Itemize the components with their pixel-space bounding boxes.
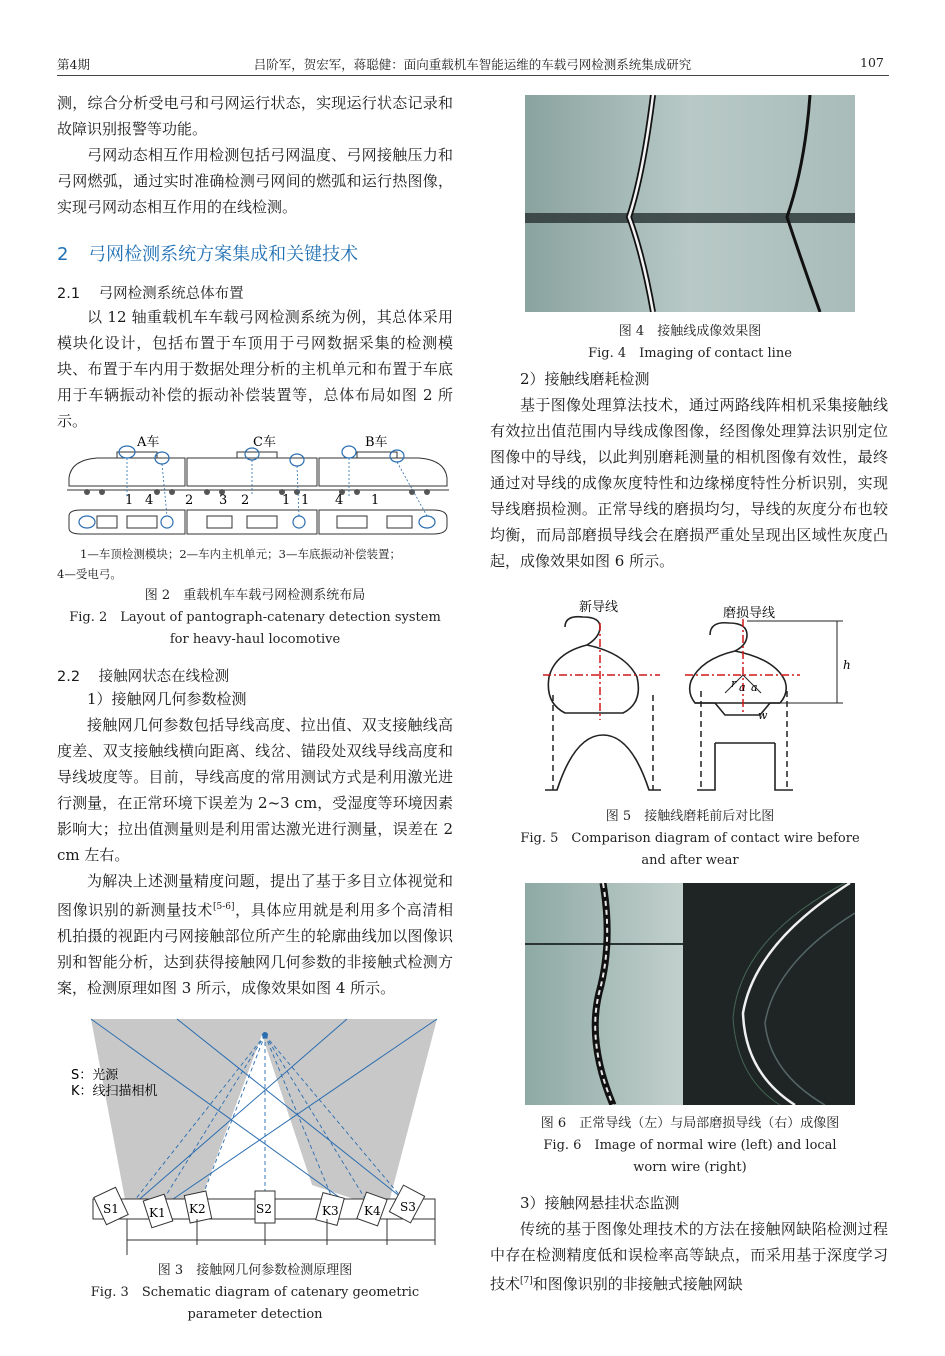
issue-number: 第4期	[57, 57, 90, 72]
caption-cn: 图 3 接触网几何参数检测原理图	[157, 1263, 353, 1278]
label-s1: S1	[103, 1202, 119, 1216]
figure-4-caption	[490, 321, 890, 365]
caption-cn: 图 6 正常导线（左）与局部磨损导线（右）成像图	[540, 1116, 840, 1131]
label-k2: K2	[189, 1202, 206, 1216]
caption-en: Fig. 6 Image of normal wire (left) and local	[543, 1138, 837, 1153]
label-alpha-left: a	[739, 681, 746, 694]
label-h: h	[843, 658, 851, 672]
text-span: 为解决上述测量精度问题，提出了基于多目立体视觉和图像识别的新测量技术	[57, 872, 453, 919]
paragraph	[490, 1216, 888, 1297]
svg-text:1: 1	[371, 493, 380, 508]
figure-5-wear-comparison	[525, 595, 860, 800]
subsection-heading-2-1	[57, 282, 244, 303]
item-heading: 3）接触网悬挂状态监测	[520, 1194, 680, 1212]
paragraph	[57, 868, 453, 1001]
label-k3: K3	[322, 1204, 339, 1218]
car-b-label: B车	[365, 435, 388, 450]
caption-en: and after wear	[641, 853, 739, 868]
label-k1: K1	[149, 1206, 166, 1220]
callout-4: 4	[145, 493, 154, 508]
car-a-label: A车	[137, 435, 160, 450]
label-w: w	[758, 709, 768, 722]
figure-6-wire-images	[525, 883, 855, 1105]
figure-2-caption	[57, 585, 453, 651]
label-alpha-right: a	[751, 681, 758, 694]
section-title: 弓网检测系统方案集成和关键技术	[88, 244, 359, 265]
right-column-para6	[490, 366, 888, 574]
caption-en: Fig. 5 Comparison diagram of contact wire before	[520, 831, 860, 846]
left-column-para4	[57, 686, 453, 1001]
caption-en: worn wire (right)	[633, 1160, 747, 1175]
subsection-number: 2.2	[57, 669, 81, 685]
legend-line-camera: K：线扫描相机	[71, 1084, 158, 1099]
citation: [7]	[520, 1276, 533, 1286]
figure-6-caption	[490, 1113, 890, 1179]
car-c-label: C车	[253, 435, 276, 450]
text-span: 和图像识别的非接触式接触网缺	[532, 1275, 743, 1293]
caption-en: Fig. 4 Imaging of contact line	[588, 346, 792, 361]
paragraph: 接触网几何参数包括导线高度、拉出值、双支接触线高度差、双支接触线横向距离、线岔、锚段处双线导线高度和导线坡度等。目前，导线高度的常用测试方式是利用激光进行测量，在正常环境下误差为 2~3 cm，受湿度等环境因素影响大；拉出值测量则是利用雷达激光进行测量，误差在 2 cm 左右。	[57, 716, 453, 864]
text-span: 传统的基于图像处理技术的方法在接触网缺陷检测过程中存在检测精度低和误检率高等缺点，而采用基于深度学习技术	[490, 1220, 888, 1293]
item-heading: 2）接触线磨耗检测	[520, 370, 650, 388]
label-k4: K4	[364, 1204, 381, 1218]
caption-cn: 图 4 接触线成像效果图	[618, 324, 762, 339]
paragraph: 弓网动态相互作用检测包括弓网温度、弓网接触压力和弓网燃弧，通过实时准确检测弓网间的燃弧和运行热图像，实现弓网动态相互作用的在线检测。	[57, 146, 453, 216]
citation: [5-6]	[213, 902, 235, 912]
caption-en: Fig. 2 Layout of pantograph-catenary detection system	[69, 610, 441, 625]
paragraph: 测，综合分析受电弓和弓网运行状态，实现运行状态记录和故障识别报警等功能。	[57, 94, 453, 138]
section-number: 2	[57, 244, 69, 265]
legend-light-source: S：光源	[71, 1068, 119, 1083]
worn-wire-label: 磨损导线	[723, 606, 776, 621]
label-r: r	[731, 677, 737, 690]
caption-cn: 图 5 接触线磨耗前后对比图	[605, 809, 775, 824]
callout-2: 2	[185, 493, 194, 508]
caption-en: parameter detection	[187, 1307, 323, 1322]
svg-text:1: 1	[301, 493, 310, 508]
svg-text:1: 1	[282, 493, 291, 508]
figure-2-note: 1—车顶检测模块；2—车内主机单元；3—车底振动补偿装置；	[80, 547, 401, 561]
subsection-heading-2-2	[57, 665, 229, 686]
locomotive-top-view	[69, 510, 447, 534]
svg-text:2: 2	[241, 493, 250, 508]
paragraph: 以 12 轴重载机车车载弓网检测系统为例，其总体采用模块化设计，包括布置于车顶用于弓网数据采集的检测模块、布置于车内用于数据处理分析的主机单元和布置于车底用于车辆振动补偿的振动补偿装置等，总体布局如图 2 所示。	[57, 308, 453, 430]
paragraph: 基于图像处理算法技术，通过两路线阵相机采集接触线有效拉出值范围内导线成像图像，经图像处理算法识别定位图像中的导线，以此判别磨耗测量的相机图像有效性，最终通过对导线的成像灰度特性和边缘梯度特性分析识别，实现导线磨损检测。正常导线的磨损均匀，导线的灰度分布也较均衡，而局部磨损导线会在磨损严重处呈现出区域性灰度凸起，成像效果如图 6 所示。	[490, 396, 888, 570]
callout-1: 1	[125, 493, 134, 508]
figure-2-locomotive-layout	[57, 430, 457, 545]
caption-en: Fig. 3 Schematic diagram of catenary geometric	[90, 1285, 420, 1300]
section-heading-2	[57, 240, 358, 266]
subsection-number: 2.1	[57, 286, 81, 302]
left-column-para3	[57, 304, 453, 434]
left-column-top	[57, 90, 453, 220]
figure-2-notes	[57, 544, 453, 584]
figure-4-contact-line-image	[525, 95, 855, 312]
page-number: 107	[860, 55, 884, 70]
figure-3-caption	[57, 1260, 453, 1326]
item-heading: 1）接触网几何参数检测	[87, 690, 247, 708]
caption-en: for heavy-haul locomotive	[169, 632, 341, 647]
subsection-title: 弓网检测系统总体布置	[98, 286, 244, 302]
new-wire-label: 新导线	[579, 600, 619, 615]
callout-3: 3	[219, 493, 228, 508]
caption-cn: 图 2 重载机车车载弓网检测系统布局	[144, 588, 366, 603]
right-column-para7	[490, 1190, 888, 1297]
label-s2: S2	[256, 1202, 272, 1216]
figure-2-note: 4—受电弓。	[57, 567, 122, 581]
text-span: ，具体应用就是利用多个高清相机拍摄的视距内弓网接触部位所产生的轮廓曲线加以图像识别和智能分析，达到获得接触网几何参数的非接触式检测方案，检测原理如图 3 所示，成像效果如图 4 所示。	[57, 901, 453, 997]
header-rule	[57, 75, 889, 76]
running-title: 吕阶军，贺宏军，蒋聪健：面向重载机车智能运维的车载弓网检测系统集成研究	[253, 57, 692, 72]
figure-3-schematic	[57, 1015, 457, 1260]
label-s3: S3	[400, 1200, 416, 1214]
figure-5-caption	[490, 806, 890, 872]
svg-text:4: 4	[335, 493, 344, 508]
subsection-title: 接触网状态在线检测	[98, 669, 230, 685]
